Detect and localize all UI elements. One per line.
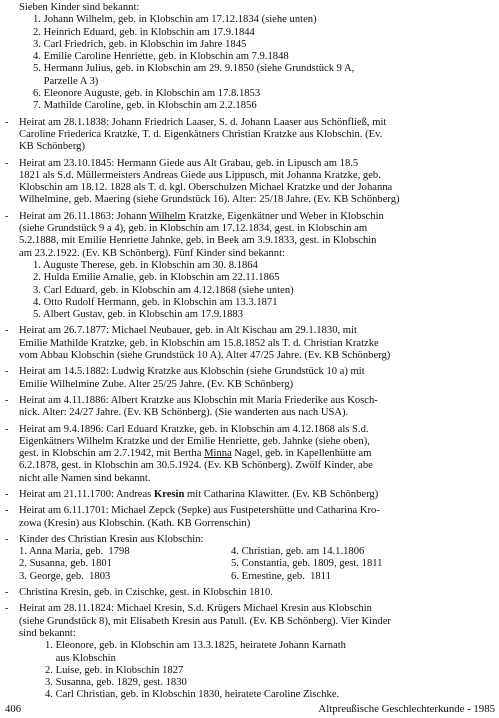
entry-text: Heirat am 28.11.1824: Michael Kresin, S.d. Krügers Michael Kresin aus Klobschin [19,603,372,615]
two-column-row [5,558,495,570]
entry-line [5,603,495,615]
bullet-dash: - [5,366,9,378]
bullet-dash: - [5,116,9,128]
entry-line: zowa (Kresin) aus Klobschin. (Kath. KB Gorrenschin) [19,517,251,529]
entry-text: Sieben Kinder sind bekannt: [19,2,140,13]
entry-line: KB Schönberg) [19,141,86,153]
child-entry: 2. Susanna, geb. 1801 [19,558,112,570]
entry-line [5,534,495,546]
list-item: 4. Emilie Caroline Henriette, geb. in Klobschin am 7.9.1848 [33,51,289,63]
entry-11 [5,534,495,583]
entry-line [5,505,495,517]
entry-line: nicht alle Namen sind bekannt. [19,472,151,484]
entry-3 [5,158,495,207]
entry-line: gest. in Klobschin am 2.7.1942, mit Bertha Minna Nagel, geb. in Kapellenhütte am [19,448,372,460]
child-entry: 5. Constantia, geb. 1809, gest. 1811 [231,558,383,570]
child-entry: 6. Ernestine, geb. 1811 [231,570,331,582]
entry-10 [5,505,495,530]
list-item: 2. Luise, geb. in Klobschin 1827 [45,664,184,676]
document-page [5,2,495,702]
child-entry: 4. Christian, geb. am 14.1.1806 [231,546,365,558]
entry-text: Heirat am 26.11.1863: Johann Wilhelm Kratzke, Eigenkätner und Weber in Klobschin [19,210,384,222]
entry-1 [5,2,495,113]
entry-9 [5,489,495,501]
bullet-dash: - [5,603,9,615]
entry-line: am 23.2.1922. (Ev. KB Schönberg). Fünf Kinder sind bekannt: [19,247,285,259]
entry-line: Wilhelmine, geb. Maering (siehe Grundstück 16). Alter: 25/18 Jahre. (Ev. KB Schönberg) [19,194,400,206]
page-number: 406 [5,703,22,715]
list-item: 4. Carl Christian, geb. in Klobschin 1830, heiratete Caroline Zischke. [45,689,340,701]
page-footer [5,703,495,715]
entry-text: Heirat am 26.7.1877: Michael Neubauer, geb. in Alt Kischau am 29.1.1830, mit [19,325,357,337]
child-entry: 3. George, geb. 1803 [19,570,111,582]
entry-2 [5,117,495,154]
list-item: 1. Eleonore, geb. in Klobschin am 13.3.1825, heiratete Johann Karnath [45,640,346,652]
entry-line: (siehe Grundstück 9 a 4), geb. in Klobschin am 17.12.1834, gest. in Klobschin am [19,223,368,235]
entry-8 [5,424,495,485]
entry-4 [5,211,495,322]
entry-line [5,587,495,599]
bullet-dash: - [5,325,9,337]
list-item: 5. Albert Gustav, geb. in Klobschin am 17.9.1883 [33,309,243,321]
bullet-dash: - [5,533,9,545]
entry-line: 1821 als S.d. Müllermeisters Andreas Giede aus Lippusch, mit Johanna Kratzke, geb. [19,169,381,181]
entry-13 [5,603,495,701]
entry-line: Caroline Friederica Kratzke, T. d. Eigenkätners Christian Kratzke aus Klobschin. (Ev. [19,128,383,140]
entry-line: Eigenkätners Wilhelm Kratzke und der Emilie Henriette, geb. Jahnke (siehe oben), [19,435,370,447]
two-column-row [5,546,495,558]
entry-line [5,424,495,436]
entry-line [5,395,495,407]
entry-line: Emilie Mathilde Kratzke, geb. in Klobschin am 15.8.1852 als T. d. Christian Kratzke [19,337,379,349]
entry-line [5,158,495,170]
entry-line: (siehe Grundstück 8), mit Elisabeth Kresin aus Patull. (Ev. KB Schönberg). Vier Kinder [19,615,391,627]
entry-7 [5,395,495,420]
entry-text: Heirat am 14.5.1882: Ludwig Kratzke aus Klobschin (siehe Grundstück 10 a) mit [19,366,365,378]
entry-text: Christina Kresin, geb. in Czischke, gest. in Klobschin 1810. [19,587,273,599]
bullet-dash: - [5,157,9,169]
entry-text: Heirat am 28.1.1838: Johann Friedrich Laaser, S. d. Johann Laaser aus Schönfließ, mit [19,116,387,128]
entry-line: 5.2.1888, mit Emilie Henriette Jahnke, geb. in Beek am 3.9.1833, gest. in Klobschin [19,235,377,247]
entry-text: Kinder des Christian Kresin aus Klobschin: [19,533,204,545]
journal-title: Altpreußische Geschlechterkunde - 1985 [318,703,495,715]
list-item: 2. Heinrich Eduard, geb. in Klobschin am 17.9.1844 [33,26,255,38]
bullet-dash: - [5,423,9,435]
entry-line [5,489,495,501]
entry-line [5,117,495,129]
list-item: 1. Johann Wilhelm, geb. in Klobschin am 17.12.1834 (siehe unten) [33,14,317,26]
entry-text: Heirat am 4.11.1886: Albert Kratzke aus Klobschin mit Maria Friederike aus Kosch- [19,394,378,406]
entry-text: Heirat am 6.11.1701: Michael Zepck (Sepke) aus Fustpetershütte und Catharina Kro- [19,505,380,517]
bullet-dash: - [5,210,9,222]
entry-line [5,2,495,14]
list-item: 3. Susanna, geb. 1829, gest. 1830 [45,677,187,689]
entry-line: nick. Alter: 24/27 Jahre. (Ev. KB Schönberg). (Sie wanderten aus nach USA). [19,407,349,419]
entry-line: Klobschin am 18.12. 1828 als T. d. kgl. Oberschulzen Michael Kratzke und der Johanna [19,182,393,194]
entry-line [5,211,495,223]
entry-line [5,366,495,378]
entry-5 [5,325,495,362]
bullet-dash: - [5,505,9,517]
list-item: 5. Hermann Julius, geb. in Klobschin am 29. 9.1850 (siehe Grundstück 9 A, [33,63,355,75]
list-item: 2. Hulda Emilie Amalie, geb. in Klobschin am 22.11.1865 [33,272,280,284]
entry-line: vom Abbau Klobschin (siehe Grundstück 10 A). Alter 47/25 Jahre. (Ev. KB Schönberg) [19,350,391,362]
bullet-dash: - [5,587,9,599]
list-item: aus Klobschin [45,652,116,664]
entry-text: Heirat am 9.4.1896: Carl Eduard Kratzke, geb. in Klobschin am 4.12.1868 als S.d. [19,423,369,435]
entry-line [5,325,495,337]
entry-12 [5,587,495,599]
list-item: 1. Auguste Therese, geb. in Klobschin am 30. 8.1864 [33,259,258,271]
list-item: 4. Otto Rudolf Hermann, geb. in Klobschin am 13.3.1871 [33,296,278,308]
entry-text: Heirat am 23.10.1845: Hermann Giede aus Alt Grabau, geb. in Lipusch am 18.5 [19,157,359,169]
entry-line: sind bekannt: [19,627,76,639]
bullet-dash: - [5,394,9,406]
entry-6 [5,366,495,391]
list-item: 7. Mathilde Caroline, geb. in Klobschin am 2.2.1856 [33,100,257,112]
two-column-row [5,571,495,583]
child-entry: 1. Anna Maria, geb. 1798 [19,546,130,558]
entry-text: Heirat am 21.11.1700: Andreas Kresin mit Catharina Klawitter. (Ev. KB Schönberg) [19,488,379,500]
bullet-dash: - [5,488,9,500]
list-item: 3. Carl Eduard, geb. in Klobschin am 4.12.1868 (siehe unten) [33,284,294,296]
entry-line: 6.2.1878, gest. in Klobschin am 30.5.1924. (Ev. KB Schönberg). Zwölf Kinder, abe [19,460,373,472]
list-item: Parzelle A 3) [33,75,99,87]
list-item: 3. Carl Friedrich, geb. in Klobschin im Jahre 1845 [33,38,247,50]
entry-line: Emilie Wilhelmine Zube. Alter 25/25 Jahre. (Ev. KB Schönberg) [19,378,294,390]
list-item: 6. Eleonore Auguste, geb. in Klobschin am 17.8.1853 [33,88,261,100]
